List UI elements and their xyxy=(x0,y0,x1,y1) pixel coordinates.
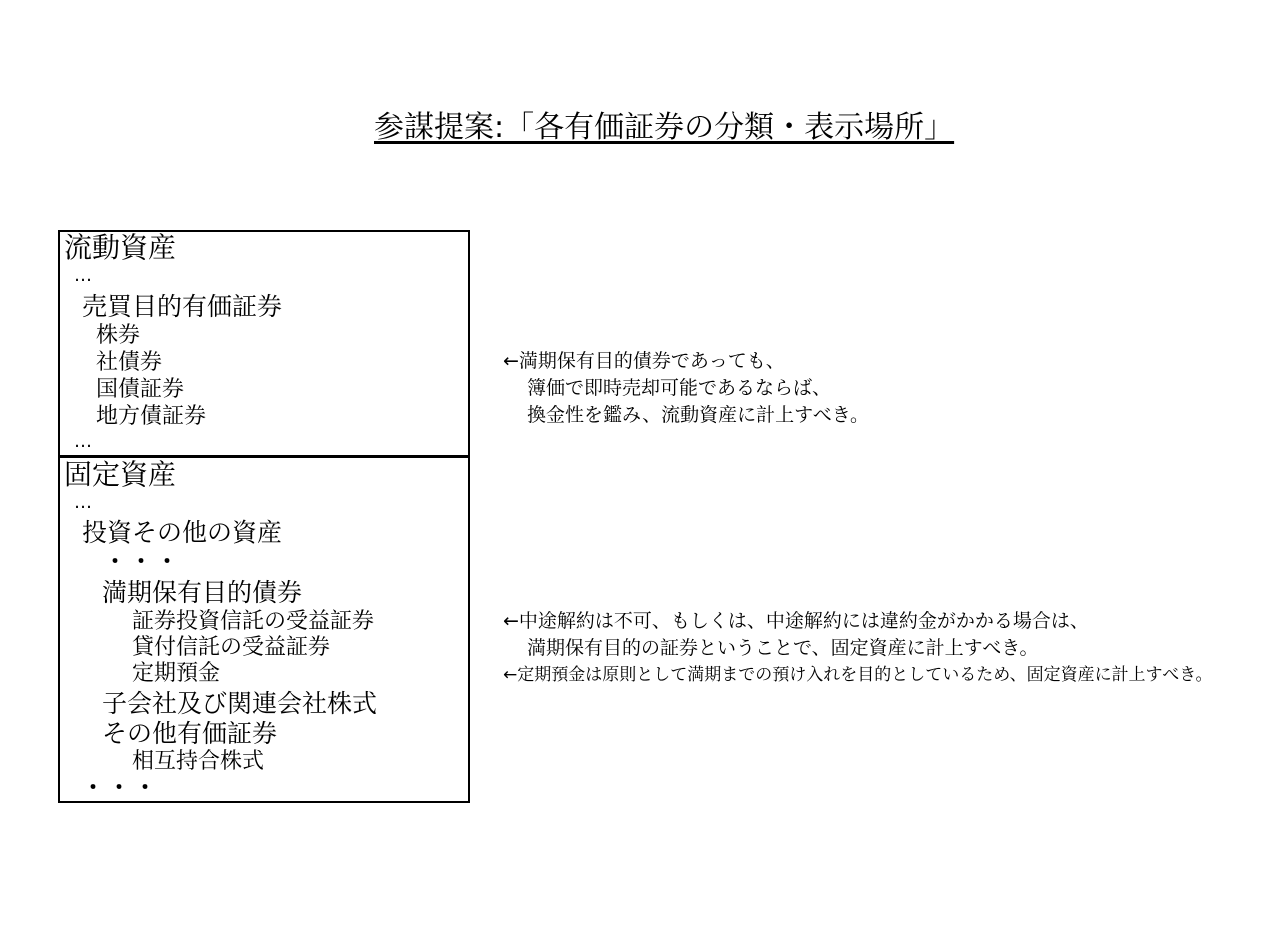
current-item-municipal-bonds: 地方債証券 xyxy=(96,404,207,429)
note1-line2: 簿価で即時売却可能であるならば、 xyxy=(527,377,832,399)
page-title: 参謀提案:「各有価証券の分類・表示場所」 xyxy=(374,110,955,145)
investments-heading: 投資その他の資産 xyxy=(82,518,283,547)
current-item-government-bonds: 国債証券 xyxy=(96,377,185,402)
note1-line1: ←満期保有目的債券であっても、 xyxy=(503,350,785,372)
htm-item-time-deposit: 定期預金 xyxy=(132,661,221,686)
htm-item-investment-trust: 証券投資信託の受益証券 xyxy=(132,609,375,634)
other-item-cross-shareholding: 相互持合株式 xyxy=(132,749,265,774)
current-assets-heading: 流動資産 xyxy=(64,231,177,264)
fixed-assets-ellipsis-bottom: ・・・ xyxy=(82,776,161,801)
investments-ellipsis: ・・・ xyxy=(104,550,183,575)
current-assets-ellipsis-bottom: … xyxy=(74,431,94,452)
fixed-assets-heading: 固定資産 xyxy=(64,458,177,491)
note2-line1: ←中途解約は不可、もしくは、中途解約には違約金がかかる場合は、 xyxy=(503,610,1089,632)
current-item-stocks: 株券 xyxy=(96,323,141,348)
subsidiary-stocks-heading: 子会社及び関連会社株式 xyxy=(102,689,378,718)
other-securities-heading: その他有価証券 xyxy=(102,719,278,748)
current-assets-ellipsis-top: … xyxy=(74,265,94,286)
note2-line2: 満期保有目的の証券ということで、固定資産に計上すべき。 xyxy=(527,637,1039,659)
htm-bonds-heading: 満期保有目的債券 xyxy=(102,578,303,607)
note1-line3: 換金性を鑑み、流動資産に計上すべき。 xyxy=(527,404,870,426)
fixed-assets-ellipsis-top: … xyxy=(74,492,94,513)
note3-line: ←定期預金は原則として満期までの預け入れを目的としているため、固定資産に計上すべき。 xyxy=(503,665,1213,685)
trading-securities-heading: 売買目的有価証券 xyxy=(82,292,283,321)
htm-item-loan-trust: 貸付信託の受益証券 xyxy=(132,635,331,660)
current-item-corporate-bonds: 社債券 xyxy=(96,350,163,375)
